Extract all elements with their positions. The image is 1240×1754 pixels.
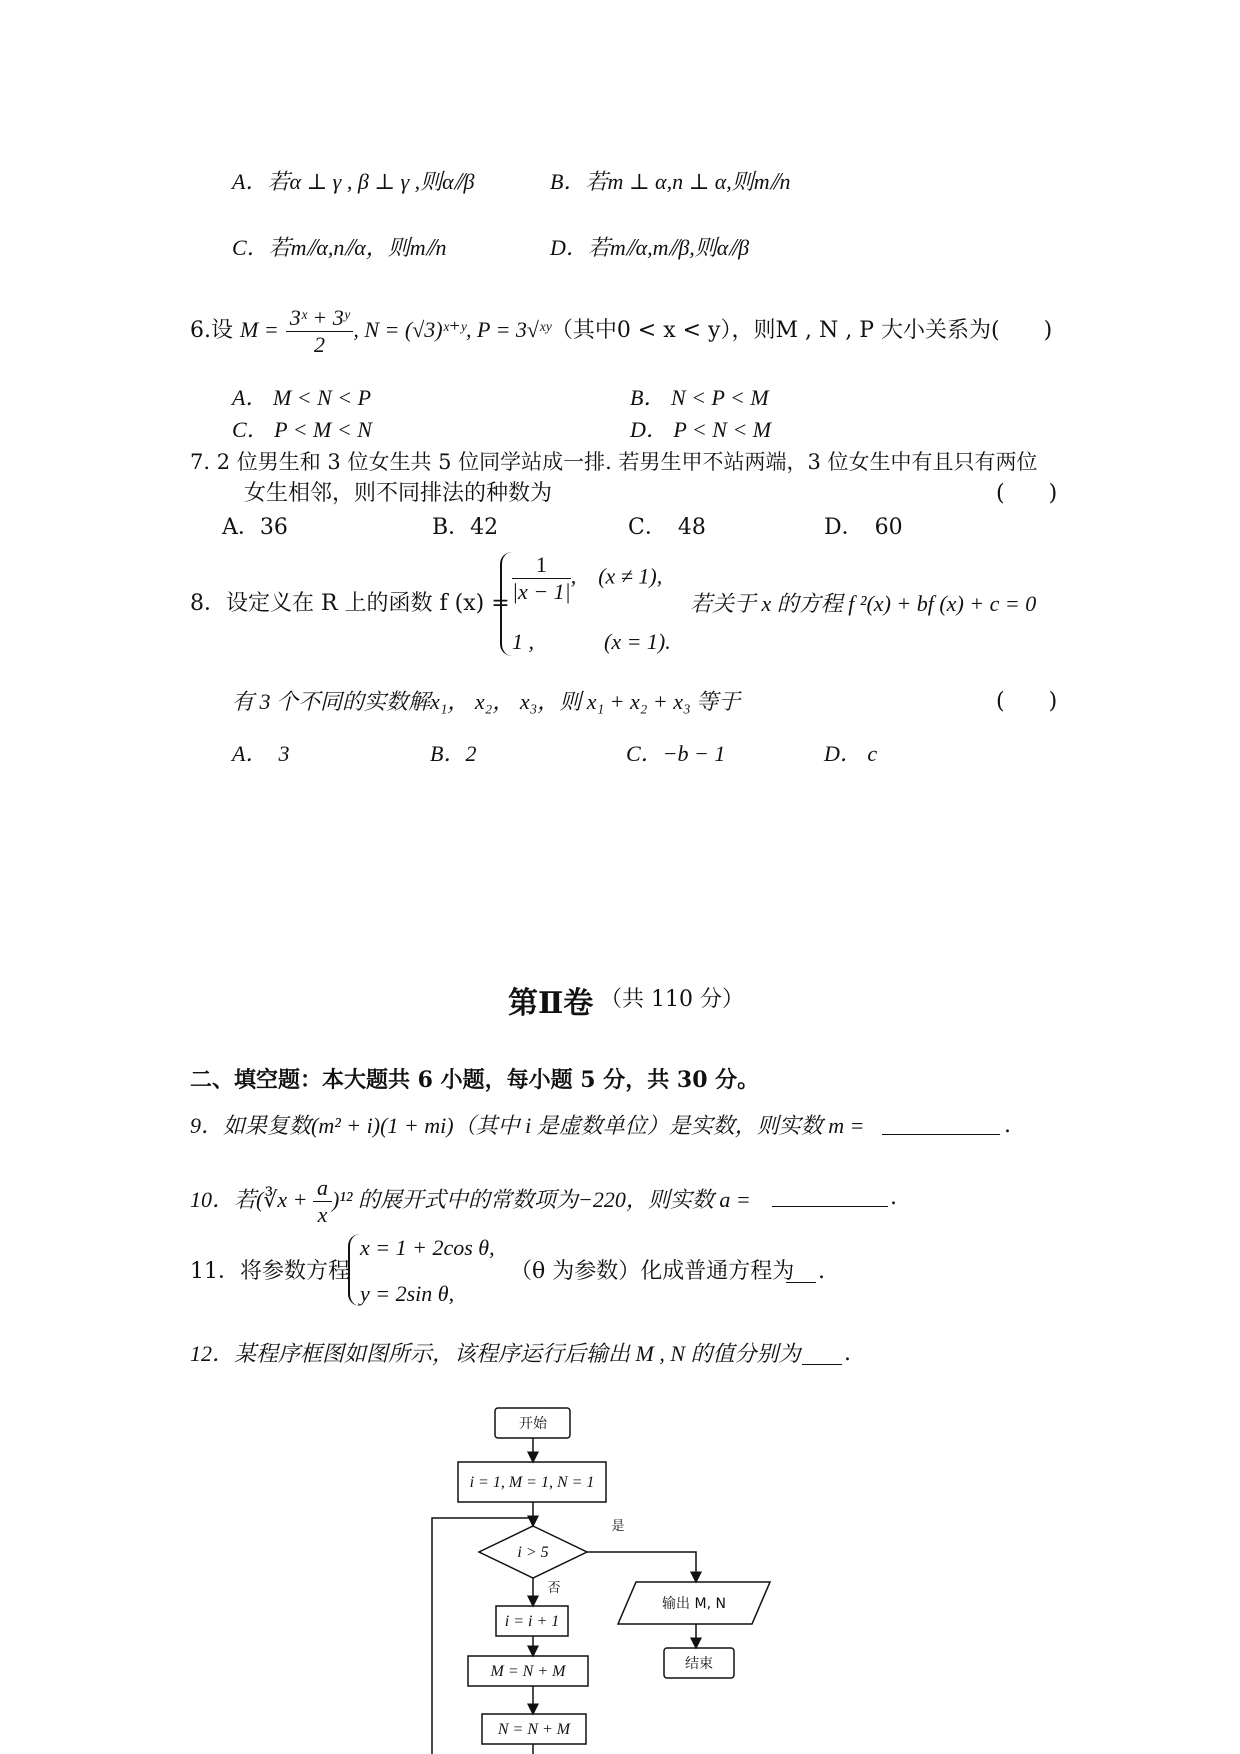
flowchart-init-label: i = 1, M = 1, N = 1	[469, 1474, 595, 1491]
q7-option-c: C． 48	[628, 515, 706, 540]
q5-option-c: C．若m⫽α,n⫽α，则m⫽n	[232, 235, 447, 260]
q8-equation: 若关于 x 的方程 f ²(x) + bf (x) + c = 0	[690, 591, 1037, 616]
q5-option-a: A．若α ⊥ γ , β ⊥ γ ,则α⫽β	[232, 169, 475, 194]
q7-line1: 7. 2 位男生和 3 位女生共 5 位同学站成一排. 若男生甲不站两端，3 位女生中有且只有两位	[190, 450, 1038, 474]
flowchart-yes-label: 是	[611, 1519, 625, 1534]
q8-case1-denominator: |x − 1|	[512, 579, 571, 604]
q7-line2: 女生相邻，则不同排法的种数为	[244, 481, 553, 506]
q9-end: .	[1004, 1113, 1011, 1138]
flowchart-start-label: 开始	[519, 1416, 547, 1432]
q6-option-a: A． M < N < P	[232, 385, 372, 410]
flowchart-output-label: 输出 M, N	[662, 1596, 726, 1612]
q6-number: 6.	[190, 318, 211, 343]
q10-end: .	[890, 1185, 897, 1210]
flowchart-step-m-label: M = N + M	[490, 1663, 566, 1680]
q6-lead: 设	[211, 318, 234, 343]
flowchart-end-label: 结束	[685, 1656, 713, 1672]
q8-answer-paren: ( )	[996, 689, 1058, 714]
q8-option-c: C．−b − 1	[626, 741, 726, 766]
q12-text: 12．某程序框图如图所示，该程序运行后输出 M , N 的值分别为	[190, 1341, 801, 1366]
flowchart-decision-label: i > 5	[517, 1544, 549, 1561]
q11-equation-2: y = 2sin θ,	[360, 1281, 455, 1306]
part2-subtitle: （共 110 分）	[600, 987, 744, 1012]
q6-option-c: C． P < M < N	[232, 417, 372, 442]
q7-option-b: B．42	[432, 515, 499, 540]
q11-end: .	[818, 1259, 825, 1284]
q5-option-d: D．若m⫽α,m⫽β,则α⫽β	[550, 235, 750, 260]
flowchart-arrow-decision-yes	[587, 1552, 696, 1582]
q6-option-b: B． N < P < M	[630, 385, 769, 410]
flowchart-increment-label: i = i + 1	[504, 1613, 560, 1630]
q6-m-numerator: 3ˣ + 3ʸ	[286, 305, 354, 332]
flowchart-step-n-label: N = N + M	[497, 1721, 571, 1738]
q11-equation-1: x = 1 + 2cos θ,	[360, 1235, 495, 1260]
q10-tail: )¹² 的展开式中的常数项为−220，则实数 a =	[331, 1187, 751, 1212]
q8-lead: 8．设定义在 R 上的函数 f (x) =	[190, 591, 510, 616]
q8-case2-condition: (x = 1).	[604, 629, 671, 654]
q12-end: .	[844, 1341, 851, 1366]
q9-text: 9．如果复数(m² + i)(1 + mi)（其中 i 是虚数单位）是实数，则实数 m =	[190, 1113, 865, 1138]
q10-denominator: x	[317, 1202, 328, 1228]
q6-np-expr: , N = (√3)ˣ⁺ʸ, P = 3√ˣʸ	[353, 317, 551, 342]
q8-case1-condition: , (x ≠ 1),	[570, 563, 663, 589]
q7-option-d: D． 60	[824, 515, 903, 540]
q6-m-denominator: 2	[314, 331, 326, 357]
q8-option-a: A． 3	[232, 741, 290, 766]
q11-lead: 11．将参数方程	[190, 1259, 350, 1284]
q11-tail: （θ 为参数）化成普通方程为	[510, 1259, 795, 1284]
q8-case1-numerator: 1	[512, 552, 571, 579]
q6-condition: （其中0 < x < y），则M , N , P 大小关系为( )	[550, 318, 1053, 343]
q10-numerator: a	[313, 1175, 332, 1202]
q7-answer-paren: ( )	[996, 481, 1058, 506]
section2-heading: 二、填空题：本大题共 6 小题，每小题 5 分，共 30 分。	[190, 1067, 760, 1093]
q6-option-d: D． P < N < M	[630, 417, 772, 442]
q8-option-b: B．2	[430, 741, 477, 766]
q10-lead: 10．若(∛x +	[190, 1187, 308, 1212]
q8-option-d: D． c	[824, 741, 878, 766]
q6-m-lhs: M =	[240, 317, 279, 342]
flowchart-no-label: 否	[547, 1581, 561, 1596]
part2-title: 第Ⅱ卷	[508, 986, 594, 1021]
q8-case2-value: 1 ,	[512, 629, 534, 654]
q7-option-a: A．36	[222, 515, 288, 540]
q5-option-b: B．若m ⊥ α,n ⊥ α,则m⫽n	[550, 169, 791, 194]
q8-line2: 有 3 个不同的实数解x₁， x₂， x₃，则 x₁ + x₂ + x₃ 等于	[232, 689, 741, 714]
